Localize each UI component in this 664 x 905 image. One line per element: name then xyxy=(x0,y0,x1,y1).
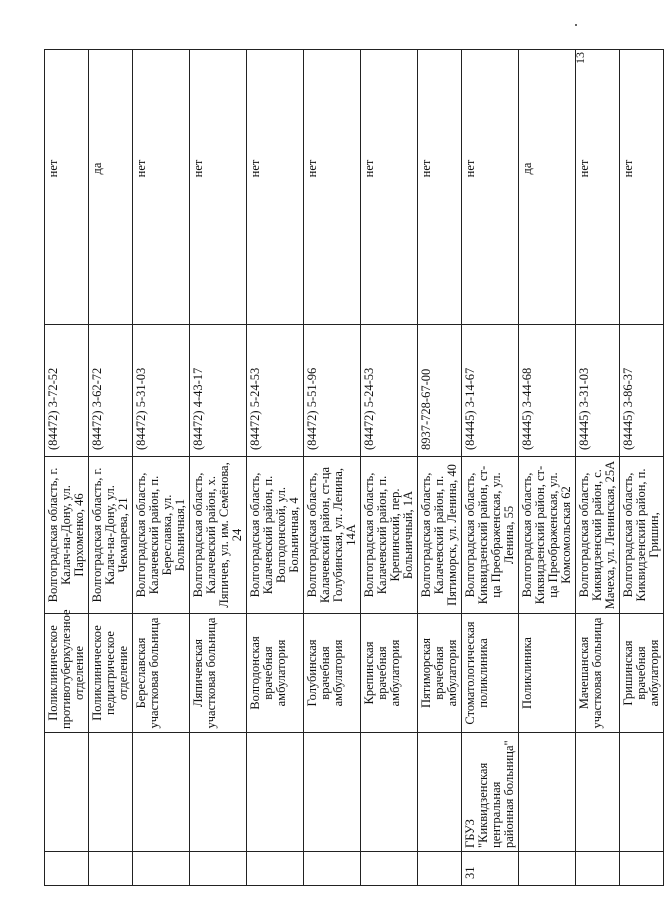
phone-cell: (84472) 3-62-72 xyxy=(89,325,133,457)
flag-cell: да xyxy=(89,50,133,325)
table-row xyxy=(190,50,247,886)
row-number-cell xyxy=(576,852,620,886)
flag-cell: нет xyxy=(418,50,462,325)
table-row xyxy=(576,50,620,886)
phone-cell: (84472) 5-51-96 xyxy=(304,325,361,457)
unit-name-cell: Пятиморская врачебная амбулатория xyxy=(418,614,462,733)
row-number-cell xyxy=(620,852,664,886)
flag-cell: нет xyxy=(190,50,247,325)
phone-cell: (84472) 4-43-17 xyxy=(190,325,247,457)
row-number-cell: 31 xyxy=(462,852,519,886)
unit-name-cell: Волгодонская врачебная амбулатория xyxy=(247,614,304,733)
table-row xyxy=(620,50,664,886)
address-cell: Волгоградская область, г. Калач-на-Дону, ул. Пархоменко, 46 xyxy=(45,457,89,614)
organization-cell xyxy=(519,733,576,852)
organization-cell xyxy=(45,733,89,852)
address-cell: Волгоградская область, Киквидзенский район, с. Мачеха, ул. Ленинская, 25А xyxy=(576,457,620,614)
table-row xyxy=(519,50,576,886)
table-row xyxy=(89,50,133,886)
address-cell: Волгоградская область, Калачевский район, п. Береславка, ул. Больничная,1 xyxy=(133,457,190,614)
address-cell: Волгоградская область, Киквидзенский район, п. Гришин, xyxy=(620,457,664,614)
phone-cell: (84445) 3-44-68 xyxy=(519,325,576,457)
address-cell: Волгоградская область, Калачевский район, х. Ляпичев, ул. им. Семёнова, 24 xyxy=(190,457,247,614)
phone-cell: (84472) 5-24-53 xyxy=(361,325,418,457)
unit-name-cell: Береславская участковая больница xyxy=(133,614,190,733)
table-row xyxy=(247,50,304,886)
flag-cell: нет xyxy=(133,50,190,325)
scan-dot xyxy=(575,24,577,26)
row-number-cell xyxy=(418,852,462,886)
row-number-cell xyxy=(89,852,133,886)
flag-cell: нет xyxy=(576,50,620,325)
address-cell: Волгоградская область, Киквидзенский район, ст-ца Преображенская, ул. Ленина, 55 xyxy=(462,457,519,614)
flag-cell: нет xyxy=(620,50,664,325)
unit-name-cell: Стоматологическая поликлиника xyxy=(462,614,519,733)
rotated-table-area xyxy=(44,49,661,886)
phone-cell: (84472) 3-72-52 xyxy=(45,325,89,457)
address-cell: Волгоградская область, Калачевский район, п. Волгодонской, ул. Больничная, 4 xyxy=(247,457,304,614)
organization-cell xyxy=(418,733,462,852)
phone-cell: (84445) 3-14-67 xyxy=(462,325,519,457)
row-number-cell xyxy=(361,852,418,886)
organization-cell xyxy=(247,733,304,852)
table-row xyxy=(418,50,462,886)
row-number-cell xyxy=(304,852,361,886)
address-cell: Волгоградская область, г. Калач-на-Дону, ул. Чекмарева, 21 xyxy=(89,457,133,614)
address-cell: Волгоградская область, Калачевский район, п. Пятиморск, ул. Ленина, 40 xyxy=(418,457,462,614)
organization-cell xyxy=(133,733,190,852)
table-row xyxy=(133,50,190,886)
phone-cell: (84445) 3-31-03 xyxy=(576,325,620,457)
flag-cell: нет xyxy=(304,50,361,325)
unit-name-cell: Поликлиническое педиатрическое отделение xyxy=(89,614,133,733)
unit-name-cell: Поликлиническое противотуберкулезное отделение xyxy=(45,614,89,733)
table-row xyxy=(45,50,89,886)
table-row xyxy=(361,50,418,886)
unit-name-cell: Поликлиника xyxy=(519,614,576,733)
unit-name-cell: Ляпичевская участковая больница xyxy=(190,614,247,733)
organization-cell xyxy=(89,733,133,852)
row-number-cell xyxy=(247,852,304,886)
organization-cell xyxy=(361,733,418,852)
table-row xyxy=(462,50,519,886)
organization-cell xyxy=(304,733,361,852)
address-cell: Волгоградская область, Калачевский район, ст-ца Голубинская, ул. Ленина, 14А xyxy=(304,457,361,614)
organization-cell xyxy=(576,733,620,852)
address-cell: Волгоградская область, Киквидзенский район, ст-ца Преображенская, ул. Комсомольская 62 xyxy=(519,457,576,614)
unit-name-cell: Мачешанская участковая больница xyxy=(576,614,620,733)
flag-cell: нет xyxy=(361,50,418,325)
flag-cell: нет xyxy=(462,50,519,325)
hospitals-table xyxy=(44,49,664,886)
unit-name-cell: Крепинская врачебная амбулатория xyxy=(361,614,418,733)
organization-cell xyxy=(620,733,664,852)
phone-cell: (84472) 5-31-03 xyxy=(133,325,190,457)
unit-name-cell: Гришинская врачебная амбулатория xyxy=(620,614,664,733)
phone-cell: (84472) 5-24-53 xyxy=(247,325,304,457)
row-number-cell xyxy=(133,852,190,886)
unit-name-cell: Голубинская врачебная амбулатория xyxy=(304,614,361,733)
address-cell: Волгоградская область, Калачевский район, п. Крепинский, пер. Больничный, 1А xyxy=(361,457,418,614)
row-number-cell xyxy=(190,852,247,886)
flag-cell: нет xyxy=(247,50,304,325)
row-number-cell xyxy=(519,852,576,886)
row-number-cell xyxy=(45,852,89,886)
organization-cell: ГБУЗ "Киквидзенская центральная районная больница" xyxy=(462,733,519,852)
phone-cell: (84445) 3-86-37 xyxy=(620,325,664,457)
organization-cell xyxy=(190,733,247,852)
page-number: 13 xyxy=(573,52,587,64)
phone-cell: 8937-728-67-00 xyxy=(418,325,462,457)
flag-cell: да xyxy=(519,50,576,325)
table-row xyxy=(304,50,361,886)
flag-cell: нет xyxy=(45,50,89,325)
